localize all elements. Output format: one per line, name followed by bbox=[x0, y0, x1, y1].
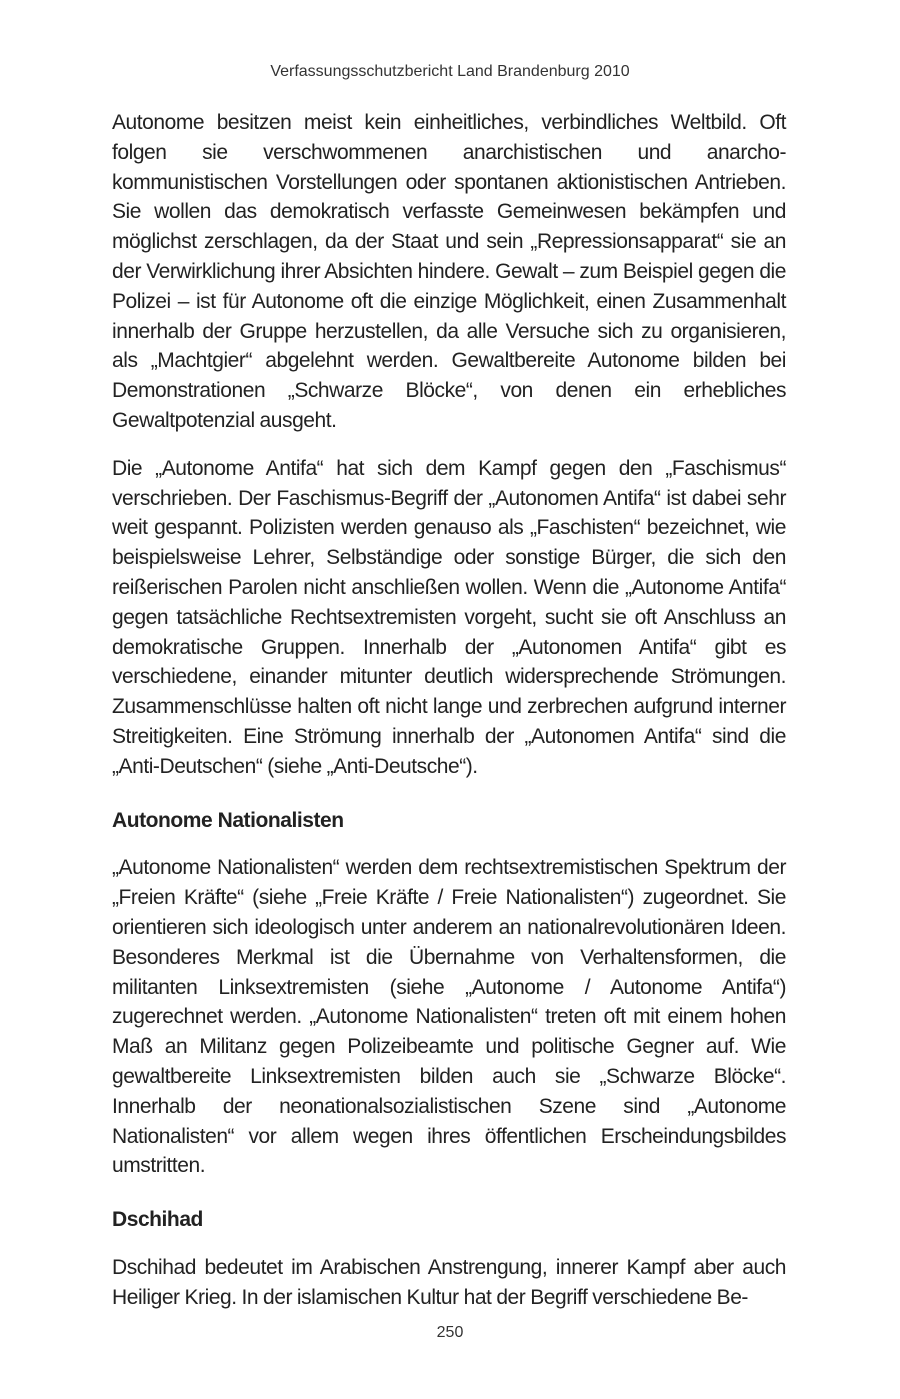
paragraph: Autonome besitzen meist kein einheitliches, verbindliches Weltbild. Oft folgen sie verschwommenen anarchistischen und anarcho-kommunistischen Vorstellungen oder spontanen aktionistischen Antrieben. Sie wollen das demokratisch verfasste Gemeinwesen bekämpfen und möglichst zerschlagen, da der Staat und sein „Repressionsapparat“ sie an der Verwirklichung ihrer Absichten hindere. Gewalt – zum Beispiel gegen die Polizei – ist für Autonome oft die einzige Möglichkeit, einen Zusammenhalt innerhalb der Gruppe herzustellen, da alle Versuche sich zu organisieren, als „Machtgier“ abgelehnt werden. Gewaltbereite Autonome bilden bei Demonstrationen „Schwarze Blöcke“, von denen ein erhebliches Gewaltpotenzial ausgeht. bbox=[112, 111, 786, 432]
paragraph: „Autonome Nationalisten“ werden dem rechtsextremistischen Spektrum der „Freien Kräfte“ (siehe „Freie Kräfte / Freie Nationalisten“) zugeordnet. Sie orientieren sich ideologisch unter anderem an nationalrevolutionären Ideen. Besonderes Merkmal ist die Übernahme von Verhaltensformen, die militanten Linksextremisten (siehe „Autonome / Autonome Antifa“) zugerechnet werden. „Autonome Nationalisten“ treten oft mit einem hohen Maß an Militanz gegen Polizeibeamte und politische Gegner auf. Wie gewaltbereite Linksextremisten bilden auch sie „Schwarze Blöcke“. Innerhalb der neonationalsozialistischen Szene sind „Autonome Nationalisten“ vor allem wegen ihres öffentlichen Erscheindungsbildes umstritten. bbox=[112, 856, 786, 1178]
page-body bbox=[112, 108, 786, 1330]
running-header: Verfassungsschutzbericht Land Brandenburg 2010 bbox=[270, 63, 630, 80]
section-heading: Dschihad bbox=[112, 1208, 203, 1232]
paragraph: Dschihad bedeutet im Arabischen Anstrengung, innerer Kampf aber auch Heiliger Krieg. In der islamischen Kultur hat der Begriff verschiedene Be- bbox=[112, 1255, 786, 1309]
section-heading: Autonome Nationalisten bbox=[112, 808, 344, 832]
paragraph: Die „Autonome Antifa“ hat sich dem Kampf gegen den „Faschismus“ verschrieben. Der Faschismus-Begriff der „Autonomen Antifa“ ist dabei sehr weit gespannt. Polizisten werden genauso als „Faschisten“ bezeichnet, wie beispielsweise Lehrer, Selbständige oder sonstige Bürger, die sich den reißerischen Parolen nicht anschließen wollen. Wenn die „Autonome Antifa“ gegen tatsächliche Rechtsextremisten vorgeht, sucht sie oft Anschluss an demokratische Gruppen. Innerhalb der „Autonomen Antifa“ gibt es verschiedene, einander mitunter deutlich widersprechende Strömungen. Zusammenschlüsse halten oft nicht lange und zerbrechen aufgrund interner Streitigkeiten. Eine Strömung innerhalb der „Autonomen Antifa“ sind die „Anti-Deutschen“ (siehe „Anti-Deutsche“). bbox=[112, 456, 786, 778]
page-number: 250 bbox=[436, 1324, 464, 1341]
